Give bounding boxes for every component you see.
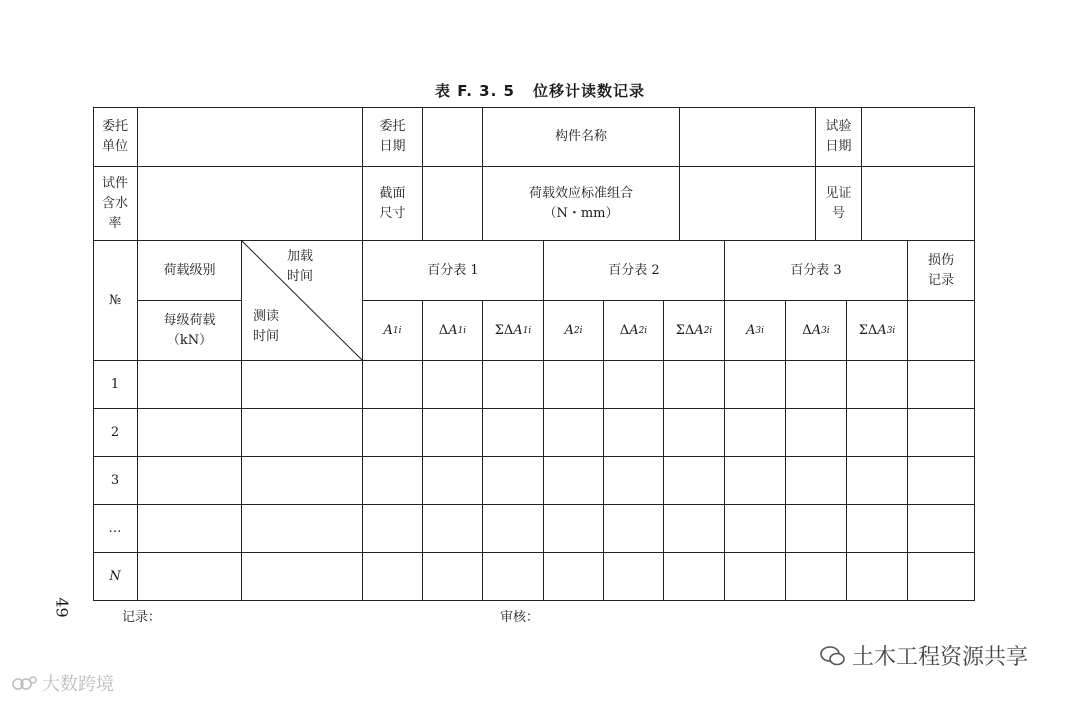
table-cell[interactable] xyxy=(725,457,786,505)
table-cell[interactable] xyxy=(604,457,664,505)
table-cell[interactable] xyxy=(483,361,544,409)
input-weituo-riqi[interactable] xyxy=(423,107,483,167)
col-sub-3 xyxy=(483,301,544,361)
sub-prefix: Δ xyxy=(619,322,630,338)
col-sub-6 xyxy=(664,301,725,361)
table-cell[interactable] xyxy=(242,361,363,409)
sub-index: 1i xyxy=(457,325,467,336)
sub-index: 2i xyxy=(573,325,583,336)
weibo-icon xyxy=(12,674,38,692)
table-cell[interactable] xyxy=(138,553,242,601)
table-cell[interactable] xyxy=(786,553,847,601)
weibo-watermark xyxy=(12,670,114,696)
table-cell[interactable] xyxy=(544,505,604,553)
table-cell[interactable] xyxy=(908,553,975,601)
sub-index: 3i xyxy=(821,325,830,336)
table-cell[interactable] xyxy=(544,553,604,601)
table-cell[interactable] xyxy=(363,505,423,553)
table-cell[interactable] xyxy=(604,409,664,457)
sub-symbol: A xyxy=(746,322,756,338)
label-shiyan-riqi: 试验 日期 xyxy=(816,107,862,167)
sub-symbol: A xyxy=(513,322,523,338)
table-cell[interactable] xyxy=(725,505,786,553)
label-weituo-danwei: 委托 单位 xyxy=(93,107,138,167)
col-load-time: 加载 时间 xyxy=(287,249,314,284)
col-sub-4 xyxy=(544,301,604,361)
table-cell[interactable] xyxy=(423,457,483,505)
page-number: 49 xyxy=(52,597,72,618)
table-cell[interactable] xyxy=(138,505,242,553)
sub-symbol: A xyxy=(694,322,704,338)
label-shijian-hanshuilv: 试件 含水 率 xyxy=(93,167,138,241)
label-jiemian-chicun: 截面 尺寸 xyxy=(363,167,423,241)
sub-index: 1i xyxy=(392,325,402,336)
table-cell[interactable] xyxy=(786,409,847,457)
input-hezai-zuhe[interactable] xyxy=(680,167,816,241)
table-cell[interactable] xyxy=(544,457,604,505)
table-cell[interactable] xyxy=(664,457,725,505)
row-number: 2 xyxy=(93,409,138,457)
table-cell[interactable] xyxy=(786,505,847,553)
table-cell[interactable] xyxy=(847,457,908,505)
table-cell[interactable] xyxy=(725,409,786,457)
table-cell[interactable] xyxy=(725,553,786,601)
table-cell[interactable] xyxy=(363,409,423,457)
table-cell[interactable] xyxy=(483,553,544,601)
label-goujian-mingcheng: 构件名称 xyxy=(483,107,680,167)
sub-symbol: A xyxy=(564,322,574,338)
sub-prefix: ΣΔ xyxy=(494,322,514,338)
hezai-zuhe-text: 荷载效应标准组合 xyxy=(528,185,633,201)
table-cell[interactable] xyxy=(138,409,242,457)
table-title xyxy=(0,80,1080,101)
table-cell[interactable] xyxy=(604,553,664,601)
table-cell[interactable] xyxy=(363,457,423,505)
row-number: N xyxy=(93,553,138,601)
table-cell[interactable] xyxy=(483,409,544,457)
table-cell[interactable] xyxy=(847,409,908,457)
table-cell[interactable] xyxy=(664,505,725,553)
input-weituo-danwei[interactable] xyxy=(138,107,363,167)
sub-symbol: A xyxy=(811,322,822,338)
table-cell[interactable] xyxy=(242,457,363,505)
table-cell[interactable] xyxy=(363,553,423,601)
table-cell[interactable] xyxy=(242,505,363,553)
col-sub-8 xyxy=(786,301,847,361)
input-goujian-mingcheng[interactable] xyxy=(680,107,816,167)
sub-symbol: A xyxy=(629,322,639,338)
col-sub-9 xyxy=(847,301,908,361)
table-cell[interactable] xyxy=(908,505,975,553)
table-cell[interactable] xyxy=(725,361,786,409)
col-sub-1 xyxy=(363,301,423,361)
table-cell[interactable] xyxy=(363,361,423,409)
row-number: 3 xyxy=(93,457,138,505)
col-sub-7 xyxy=(725,301,786,361)
wechat-watermark xyxy=(820,640,1028,671)
table-cell[interactable] xyxy=(664,553,725,601)
table-cell[interactable] xyxy=(908,409,975,457)
table-cell[interactable] xyxy=(664,361,725,409)
diagonal-line xyxy=(242,241,363,361)
table-cell[interactable] xyxy=(664,409,725,457)
sub-index: 2i xyxy=(638,325,648,336)
hezai-zuhe-unit: （N・mm） xyxy=(543,205,619,221)
col-damage-blank xyxy=(908,301,975,361)
col-sub-5 xyxy=(604,301,664,361)
sub-index: 3i xyxy=(755,325,764,336)
label-jianzheng-hao: 见证 号 xyxy=(816,167,862,241)
row-number: … xyxy=(93,505,138,553)
table-cell[interactable] xyxy=(908,361,975,409)
table-cell[interactable] xyxy=(908,457,975,505)
input-jianzheng-hao[interactable] xyxy=(862,167,975,241)
sub-prefix: ΣΔ xyxy=(858,322,878,338)
col-step-load xyxy=(138,301,242,361)
table-cell[interactable] xyxy=(423,361,483,409)
sub-symbol: A xyxy=(383,322,393,338)
step-load-text: 每级荷载 xyxy=(163,312,216,328)
table-cell[interactable] xyxy=(242,409,363,457)
col-damage: 损伤 记录 xyxy=(908,241,975,301)
table-cell[interactable] xyxy=(242,553,363,601)
input-shiyan-riqi[interactable] xyxy=(862,107,975,167)
label-hezai-zuhe xyxy=(483,167,680,241)
footer-review: 审核： xyxy=(500,610,540,625)
table-cell[interactable] xyxy=(544,361,604,409)
sub-symbol: A xyxy=(448,322,458,338)
table-cell[interactable] xyxy=(786,361,847,409)
sub-prefix: Δ xyxy=(438,322,449,338)
table-cell[interactable] xyxy=(786,457,847,505)
table-cell[interactable] xyxy=(138,361,242,409)
col-gauge-2: 百分表 2 xyxy=(544,241,725,301)
footer-record: 记录： xyxy=(122,610,162,625)
wechat-text: 土木工程资源共享 xyxy=(852,645,1029,670)
col-gauge-1: 百分表 1 xyxy=(363,241,544,301)
input-shijian-hanshuilv[interactable] xyxy=(138,167,363,241)
table-cell[interactable] xyxy=(423,505,483,553)
table-code: 表 F. 3. 5 xyxy=(435,82,515,100)
step-load-unit: （kN） xyxy=(166,332,213,348)
table-cell[interactable] xyxy=(483,457,544,505)
sub-symbol: A xyxy=(877,322,887,338)
table-cell[interactable] xyxy=(847,553,908,601)
table-cell[interactable] xyxy=(604,505,664,553)
col-no: № xyxy=(93,241,138,361)
row-number: 1 xyxy=(93,361,138,409)
sub-index: 1i xyxy=(522,325,532,336)
table-cell[interactable] xyxy=(423,553,483,601)
input-jiemian-chicun[interactable] xyxy=(423,167,483,241)
table-cell[interactable] xyxy=(483,505,544,553)
wechat-icon xyxy=(820,645,846,667)
sub-index: 3i xyxy=(886,325,896,336)
sub-prefix: Δ xyxy=(802,322,812,338)
sub-prefix: ΣΔ xyxy=(675,322,695,338)
label-weituo-riqi: 委托 日期 xyxy=(363,107,423,167)
table-cell[interactable] xyxy=(847,505,908,553)
table-cell[interactable] xyxy=(847,361,908,409)
table-cell[interactable] xyxy=(423,409,483,457)
sub-index: 2i xyxy=(703,325,713,336)
table-cell[interactable] xyxy=(544,409,604,457)
col-sub-2 xyxy=(423,301,483,361)
col-read-time: 测读 时间 xyxy=(253,309,280,344)
col-gauge-3: 百分表 3 xyxy=(725,241,908,301)
table-cell[interactable] xyxy=(138,457,242,505)
weibo-text: 大数跨境 xyxy=(42,674,114,695)
col-load-level: 荷载级别 xyxy=(138,241,242,301)
displacement-record-table xyxy=(93,107,975,601)
table-cell[interactable] xyxy=(604,361,664,409)
table-name: 位移计读数记录 xyxy=(532,82,645,100)
